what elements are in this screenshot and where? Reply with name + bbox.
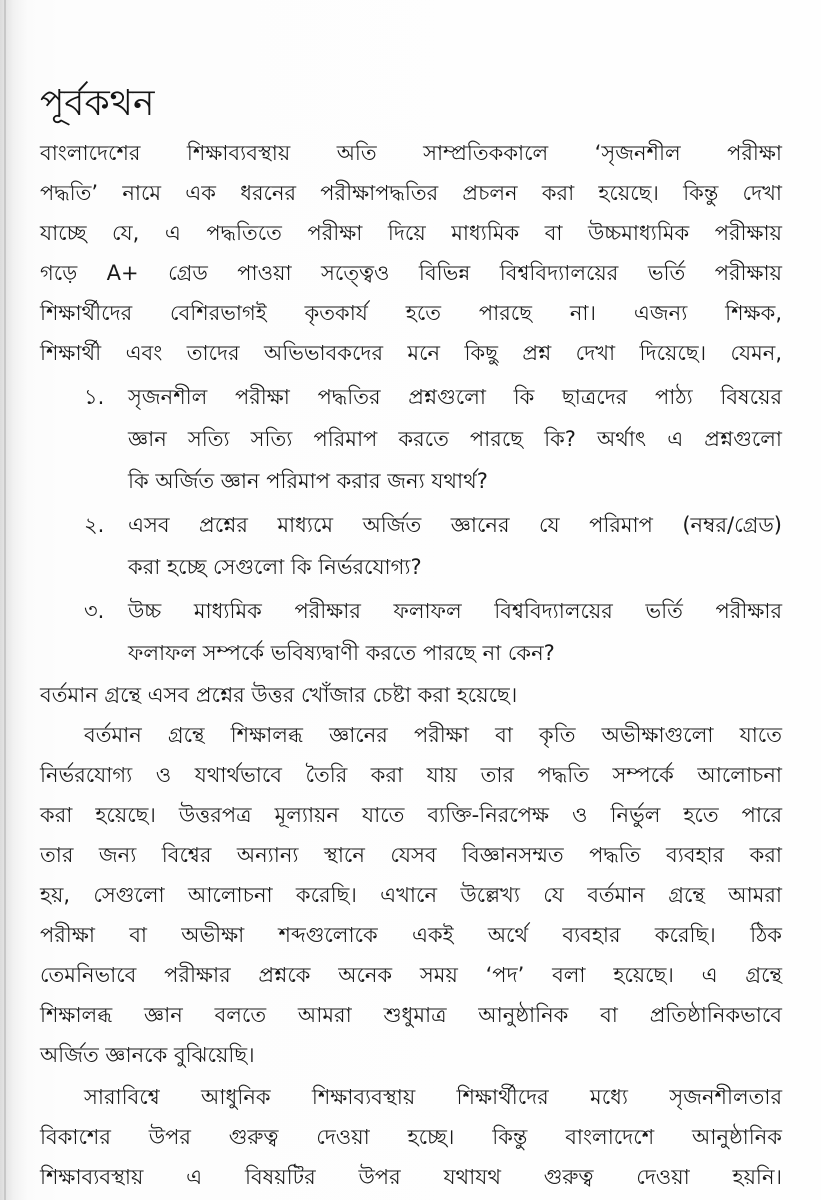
- closing-line: বর্তমান গ্রন্থে এসব প্রশ্নের উত্তর খোঁজার চেষ্টা করা হয়েছে।: [40, 683, 518, 707]
- intro-line: পদ্ধতি’ নামে এক ধরনের পরীক্ষাপদ্ধতির প্রচলন করা হয়েছে। কিন্তু দেখা: [40, 181, 782, 205]
- body-line: বর্তমান গ্রন্থে শিক্ষালব্ধ জ্ঞানের পরীক্ষা বা কৃতি অভীক্ষাগুলো যাতে: [84, 723, 782, 747]
- body-line: নির্ভরযোগ্য ও যথার্থভাবে তৈরি করা যায় তার পদ্ধতি সম্পর্কে আলোচনা: [40, 763, 782, 787]
- question-line: উচ্চ মাধ্যমিক পরীক্ষার ফলাফল বিশ্ববিদ্যালয়ের ভর্তি পরীক্ষার: [128, 599, 782, 623]
- binding-shadow: [4, 0, 6, 1200]
- body-line: সারাবিশ্বে আধুনিক শিক্ষাব্যবস্থায় শিক্ষার্থীদের মধ্যে সৃজনশীলতার: [84, 1085, 782, 1109]
- body-line: বিকাশের উপর গুরুত্ব দেওয়া হচ্ছে। কিন্তু বাংলাদেশে আনুষ্ঠানিক: [40, 1125, 782, 1149]
- body-line: হয়, সেগুলো আলোচনা করেছি। এখানে উল্লেখ্য যে বর্তমান গ্রন্থে আমরা: [40, 883, 782, 907]
- intro-line: বাংলাদেশের শিক্ষাব্যবস্থায় অতি সাম্প্রতিককালে ‘সৃজনশীল পরীক্ষা: [40, 141, 782, 165]
- intro-line: শিক্ষার্থীদের বেশিরভাগই কৃতকার্য হতে পারছে না। এজন্য শিক্ষক,: [40, 301, 782, 325]
- intro-line: গড়ে A+ গ্রেড পাওয়া সত্ত্বেও বিভিন্ন বিশ্ববিদ্যালয়ের ভর্তি পরীক্ষায়: [40, 261, 782, 285]
- body-line: অর্জিত জ্ঞানকে বুঝিয়েছি।: [40, 1043, 255, 1067]
- body-line: তেমনিভাবে পরীক্ষার প্রশ্নকে অনেক সময় ‘পদ’ বলা হয়েছে। এ গ্রন্থে: [40, 963, 782, 987]
- body-line: শিক্ষাব্যবস্থায় এ বিষয়টির উপর যথাযথ গুরুত্ব দেওয়া হয়নি।: [40, 1165, 782, 1189]
- question-line: সৃজনশীল পরীক্ষা পদ্ধতির প্রশ্নগুলো কি ছাত্রদের পাঠ্য বিষয়ের: [128, 385, 782, 409]
- body-line: শিক্ষালব্ধ জ্ঞান বলতে আমরা শুধুমাত্র আনুষ্ঠানিক বা প্রতিষ্ঠানিকভাবে: [40, 1003, 782, 1027]
- intro-line: যাচ্ছে যে, এ পদ্ধতিতে পরীক্ষা দিয়ে মাধ্যমিক বা উচ্চমাধ্যমিক পরীক্ষায়: [40, 221, 782, 245]
- question-number: ২.: [84, 513, 105, 537]
- question-number: ১.: [84, 385, 105, 409]
- page-title: পূর্বকথন: [40, 83, 155, 124]
- question-line: কি অর্জিত জ্ঞান পরিমাপ করার জন্য যথার্থ?: [128, 469, 488, 493]
- body-line: তার জন্য বিশ্বের অন্যান্য স্থানে যেসব বিজ্ঞানসম্মত পদ্ধতি ব্যবহার করা: [40, 843, 782, 867]
- body-line: করা হয়েছে। উত্তরপত্র মূল্যায়ন যাতে ব্যক্তি-নিরপেক্ষ ও নির্ভুল হতে পারে: [40, 803, 782, 827]
- question-line: করা হচ্ছে সেগুলো কি নির্ভরযোগ্য?: [128, 555, 422, 579]
- question-line: জ্ঞান সত্যি সত্যি পরিমাপ করতে পারছে কি? অর্থাৎ এ প্রশ্নগুলো: [128, 427, 782, 451]
- question-line: ফলাফল সম্পর্কে ভবিষ্যদ্বাণী করতে পারছে না কেন?: [128, 641, 555, 665]
- question-number: ৩.: [84, 599, 105, 623]
- intro-line: শিক্ষার্থী এবং তাদের অভিভাবকদের মনে কিছু প্রশ্ন দেখা দিয়েছে। যেমন,: [40, 341, 782, 365]
- question-line: এসব প্রশ্নের মাধ্যমে অর্জিত জ্ঞানের যে পরিমাপ (নম্বর/গ্রেড): [128, 513, 782, 537]
- body-line: পরীক্ষা বা অভীক্ষা শব্দগুলোকে একই অর্থে ব্যবহার করেছি। ঠিক: [40, 923, 782, 947]
